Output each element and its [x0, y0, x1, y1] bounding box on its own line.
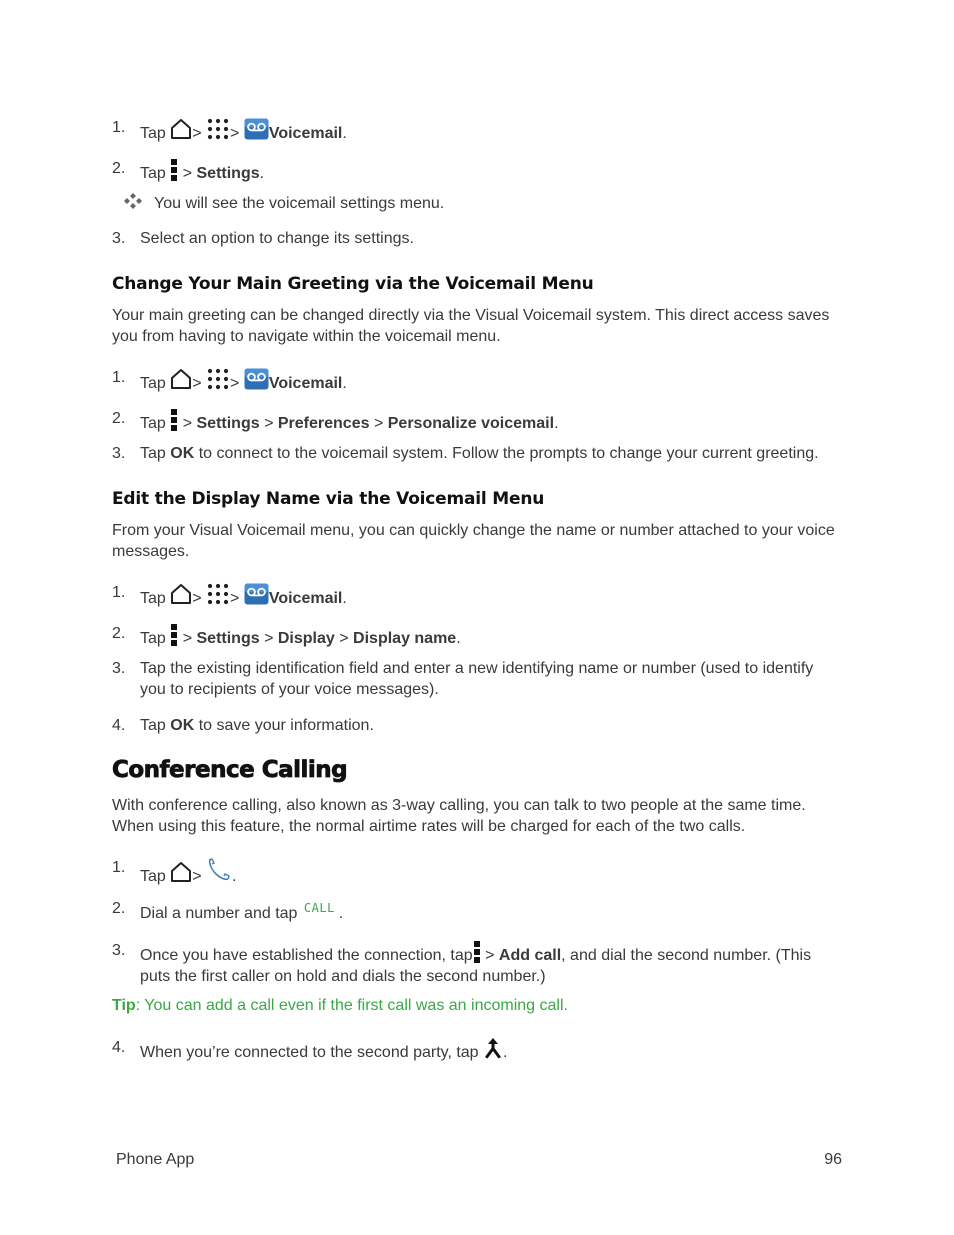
step-number: 1.: [112, 859, 126, 876]
display-label: Display: [277, 630, 335, 647]
apps-icon: [206, 117, 230, 141]
step-number: 3.: [112, 942, 126, 959]
personalize-voicemail-label: Personalize voicemail: [387, 415, 555, 432]
document-page: 1. Tap > > Voicemail. 2. Tap > Settings. You will see the voicemail settings menu. 3. Select an option to change its settings. Change Your Main Greeting via the Voicemail Menu Your main greeting can be changed directly via the Visual Voicemail system. This direct access saves you from having to navigate within the voicemail menu. 1. Tap > > Voicemail. 2. Tap > Settings > Preferences > Personalize voicemail. 3. Tap OK to connect to the voicemail system. Follow the prompts to change your current greeting. Edit the Display Name via the Voicemail Menu From your Visual Voicemail menu, you can quickly change the name or number attached to your voice messages. 1. Tap > > Voicemail. 2. Tap > Settings > Display > Display name. 3. Tap the existing identification field and enter a new identifying name or number (used to identify you to recipients of your voice messages). 4. Tap OK to save your information. Conference Calling With conference calling, also known as 3-way calling, you can talk to two people at the same time. When using this feature, the normal airtime rates will be charged for each of the two calls. 1. Tap > . 2. Dial a number and tap CALL . 3. Once you have established the connection, tap > Add call, and dial the second number. (This puts the first caller on hold and dials the second number.) Tip: You can add a call even if the first call was an incoming call. 4. When you’re connected to the second party, tap . Phone App 96: [112, 119, 842, 1168]
home-icon: [170, 368, 192, 390]
menu-icon: [170, 623, 178, 647]
section-heading-conference-calling: Conference Calling: [112, 757, 348, 783]
voicemail-icon: [244, 118, 269, 140]
separator: >: [230, 125, 240, 142]
settings-label: Settings: [196, 630, 260, 647]
step-number: 2.: [112, 625, 126, 642]
section-heading-display-name: Edit the Display Name via the Voicemail Menu: [112, 489, 545, 509]
settings-label: Settings: [196, 165, 260, 182]
voicemail-icon: [244, 368, 269, 390]
separator: >: [192, 125, 202, 142]
voicemail-label: Voicemail: [268, 375, 343, 392]
tip-note: [112, 995, 842, 1016]
step-number: 3.: [112, 660, 126, 677]
home-icon: [170, 583, 192, 605]
section-intro-conference: With conference calling, also known as 3-way calling, you can talk to two people at the same time. When using this feature, the normal airtime rates will be charged for each of the two calls.: [112, 797, 806, 835]
step-number: 2.: [112, 410, 126, 427]
ok-label: OK: [170, 445, 195, 462]
step-number: 3.: [112, 230, 126, 247]
bullet-diamond-icon: [124, 193, 142, 209]
footer-page-number: 96: [824, 1151, 842, 1168]
apps-icon: [206, 367, 230, 391]
voicemail-label: Voicemail: [268, 590, 343, 607]
section-intro-greeting: Your main greeting can be changed directly via the Visual Voicemail system. This direct access saves you from having to navigate within the voicemail menu.: [112, 307, 830, 345]
step-number: 2.: [112, 900, 126, 917]
voicemail-label: Voicemail: [268, 125, 343, 142]
add-call-label: Add call: [498, 947, 562, 964]
tap-word: Tap: [140, 375, 166, 392]
home-icon: [170, 861, 192, 883]
step-number: 3.: [112, 445, 126, 462]
ok-label: OK: [170, 717, 195, 734]
step-number: 2.: [112, 160, 126, 177]
tip-label: Tip: [112, 997, 136, 1014]
menu-icon: [473, 940, 481, 964]
step-number: 1.: [112, 119, 126, 136]
step-number: 4.: [112, 717, 126, 734]
home-icon: [170, 118, 192, 140]
menu-icon: [170, 158, 178, 182]
separator: >: [182, 165, 193, 182]
footer-section-title: Phone App: [116, 1151, 195, 1168]
step-number: 1.: [112, 584, 126, 601]
tap-word: Tap: [140, 125, 166, 142]
step-number: 1.: [112, 369, 126, 386]
step-text: Tap the existing identification field and enter a new identifying name or number (used to identify you to recipients of your voice messages).: [140, 660, 814, 698]
settings-label: Settings: [196, 415, 260, 432]
apps-icon: [206, 582, 230, 606]
tip-text: : You can add a call even if the first call was an incoming call.: [135, 997, 568, 1014]
preferences-label: Preferences: [277, 415, 370, 432]
merge-calls-icon: [483, 1037, 503, 1059]
tap-word: Tap: [140, 165, 166, 182]
call-button-label: CALL: [303, 901, 335, 915]
section-intro-display-name: From your Visual Voicemail menu, you can quickly change the name or number attached to your voice messages.: [112, 522, 835, 560]
display-name-label: Display name: [353, 630, 457, 647]
phone-icon: [206, 857, 232, 883]
step-number: 4.: [112, 1039, 126, 1056]
tap-word: Tap: [140, 415, 166, 432]
voicemail-icon: [244, 583, 269, 605]
menu-icon: [170, 408, 178, 432]
step-text: Select an option to change its settings.: [140, 230, 414, 247]
section-heading-greeting: Change Your Main Greeting via the Voicemail Menu: [112, 274, 594, 294]
result-text: You will see the voicemail settings menu.: [154, 195, 445, 212]
